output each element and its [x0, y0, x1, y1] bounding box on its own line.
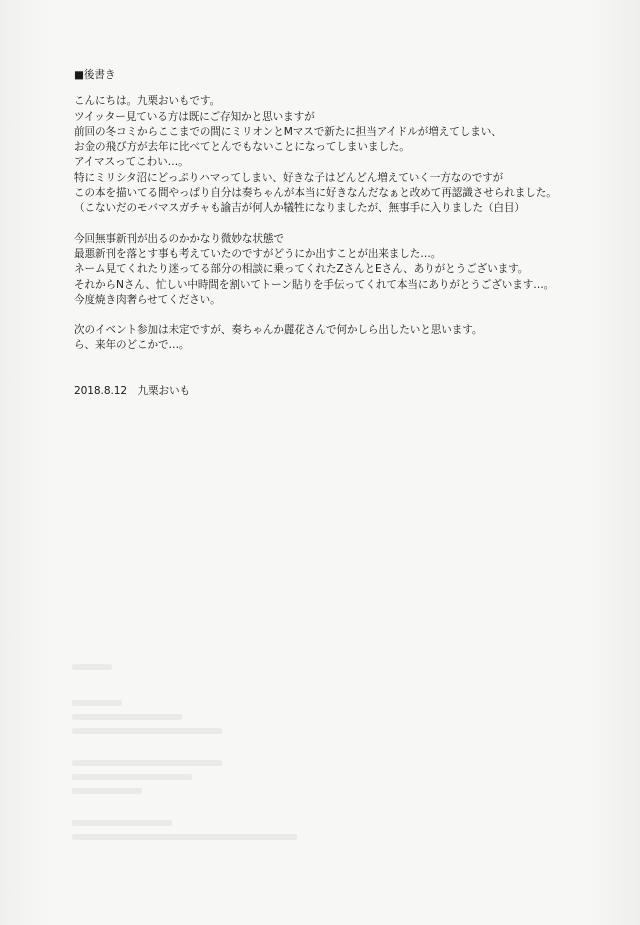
text-line: 最悪新刊を落とす事も考えていたのですがどうにか出すことが出来ました…。: [74, 247, 442, 260]
paragraph-3: [74, 323, 594, 354]
bleed-line: [72, 834, 297, 840]
signature-date: 2018.8.12 九栗おいも: [74, 384, 190, 397]
bleed-line: [72, 788, 142, 794]
paragraph-2: [74, 232, 594, 308]
bleed-line: [72, 728, 222, 734]
text-line: ネーム見てくれたり迷ってる部分の相談に乗ってくれたZさんとEさん、ありがとうございます。: [74, 263, 529, 276]
bleed-line: [72, 774, 192, 780]
bleed-line: [72, 714, 182, 720]
text-line: それからNさん、忙しい中時間を割いてトーン貼りを手伝ってくれて本当にありがとうございます…。: [74, 278, 555, 291]
text-line: この本を描いてる間やっぱり自分は奏ちゃんが本当に好きなんだなぁと改めて再認識させられました。: [74, 187, 557, 200]
afterword-heading: ■後書き: [74, 69, 116, 81]
text-line: アイマスってこわい…。: [74, 156, 189, 169]
text-line: 今度焼き肉奢らせてください。: [74, 293, 221, 306]
text-line: 今回無事新刊が出るのかかなり微妙な状態で: [74, 232, 284, 245]
text-line: ら、来年のどこかで…。: [74, 339, 190, 352]
bleed-line: [72, 820, 172, 826]
text-line: 特にミリシタ沼にどっぷりハマってしまい、好きな子はどんどん増えていく一方なのですが: [74, 171, 504, 184]
bleed-line: [72, 664, 112, 670]
afterword-text: [74, 68, 594, 399]
bleed-line: [72, 700, 122, 706]
text-line: ツイッター見ている方は既にご存知かと思いますが: [74, 110, 315, 123]
text-line: 前回の冬コミからここまでの間にミリオンとMマスで新たに担当アイドルが増えてしまい、: [74, 125, 502, 138]
text-line: 次のイベント参加は未定ですが、奏ちゃんか麗花さんで何かしら出したいと思います。: [74, 324, 483, 337]
reverse-side-show-through: [72, 664, 372, 848]
text-line: お金の飛び方が去年に比べてとんでもないことになってしまいました。: [74, 141, 410, 154]
greeting-line: こんにちは。九栗おいもです。: [74, 95, 221, 108]
text-line: （こないだのモバマスガチャも諭吉が何人か犠牲になりましたが、無事手に入りました（白目）: [74, 202, 525, 215]
bleed-line: [72, 760, 222, 766]
paragraph-1: [74, 110, 594, 217]
